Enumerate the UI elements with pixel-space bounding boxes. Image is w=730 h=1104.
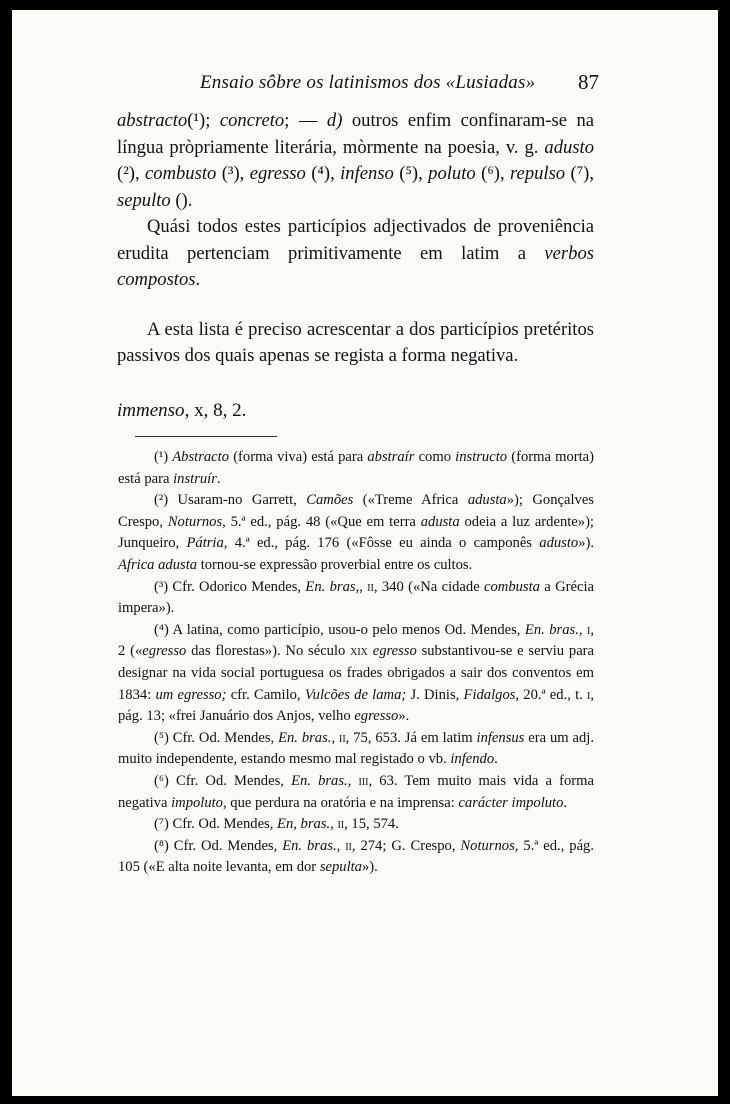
term-repulso: repulso bbox=[510, 163, 566, 184]
term-sepulto: sepulto bbox=[117, 189, 171, 211]
term-adusto: adusto bbox=[544, 136, 594, 158]
footnote-8: (⁸) Cfr. Od. Mendes, En. bras., ii, 274; G. Crespo, Noturnos, 5.ª ed., pág. 105 («E alta noite levanta, em dor sepulta»). bbox=[118, 837, 594, 876]
main-text bbox=[117, 108, 594, 424]
page-number: 87 bbox=[578, 70, 599, 94]
footnote-2: (²) Usaram-no Garrett, Camões («Treme Africa adusta»); Gonçalves Crespo, Noturnos, 5.ª ed., pág. 48 («Que em terra adusta odeia a luz ardente»); Junqueiro, Pátria, 4.ª ed., pág. 176 («Fôsse eu ainda o camponês adusto»). Africa adusta tornou-se expressão proverbial entre os cultos. bbox=[118, 492, 594, 573]
footnotes bbox=[118, 447, 594, 879]
running-title: Ensaio sôbre os latinismos dos «Lusiadas» bbox=[200, 72, 536, 93]
lemma-immenso: immenso, x, 8, 2. bbox=[117, 399, 247, 421]
paragraph-1: abstracto(¹); concreto; — d) outros enfim confinaram-se na língua pròpriamente literária, mòrmente na poesia, v. g. adusto (²), combusto (³), egresso (⁴), infenso (⁵), poluto (⁶), repulso (⁷), sepulto (). bbox=[117, 110, 595, 211]
term-infenso: infenso bbox=[340, 163, 394, 184]
term-abstracto: abstracto bbox=[117, 110, 188, 131]
footnote-4: (⁴) A latina, como particípio, usou-o pelo menos Od. Mendes, En. bras., i, 2 («egresso das florestas»). No século xix egresso substantivou-se e serviu para designar na vida social portuguesa os frades obrigados a sair dos conventos em 1834: um egresso; cfr. Camilo, Vulcões de lama; J. Dinis, Fidalgos, 20.ª ed., t. i, pág. 13; «frei Januário dos Anjos, velho egresso». bbox=[118, 621, 595, 725]
term-immenso: immenso bbox=[117, 399, 185, 421]
footnote-5: (⁵) Cfr. Od. Mendes, En. bras., ii, 75, 653. Já em latim infensus era um adj. muito independente, estando mesmo mal registado o vb. infendo. bbox=[118, 729, 595, 768]
term-combusto: combusto bbox=[145, 163, 217, 184]
term-verbos-compostos: verbos compostos bbox=[117, 242, 594, 290]
footnote-7: (⁷) Cfr. Od. Mendes, En, bras., ii, 15, 574. bbox=[154, 816, 399, 833]
term-concreto: concreto bbox=[219, 110, 285, 131]
term-egresso: egresso bbox=[249, 163, 306, 184]
paragraph-2: Quási todos estes particípios adjectivados de proveniência erudita pertenciam primitivamente em latim a verbos compostos. bbox=[117, 216, 594, 290]
footnote-6: (⁶) Cfr. Od. Mendes, En. bras., iii, 63. Tem muito mais vida a forma negativa impoluto, que perdura na oratória e na imprensa: carácter impoluto. bbox=[118, 772, 594, 811]
footnote-3: (³) Cfr. Odorico Mendes, En. bras,, ii, 340 («Na cidade combusta a Grécia impera»). bbox=[118, 578, 594, 617]
footnote-1: (¹) Abstracto (forma viva) está para abstraír como instructo (forma morta) está para instruír. bbox=[118, 449, 594, 487]
running-header bbox=[12, 72, 718, 102]
term-poluto: poluto bbox=[428, 163, 476, 184]
footnote-divider bbox=[135, 436, 277, 437]
book-page bbox=[12, 10, 718, 1096]
paragraph-3: A esta lista é preciso acrescentar a dos particípios pretéritos passivos dos quais apenas se regista a forma negativa. bbox=[117, 318, 594, 366]
item-marker-d: d) bbox=[326, 110, 343, 131]
